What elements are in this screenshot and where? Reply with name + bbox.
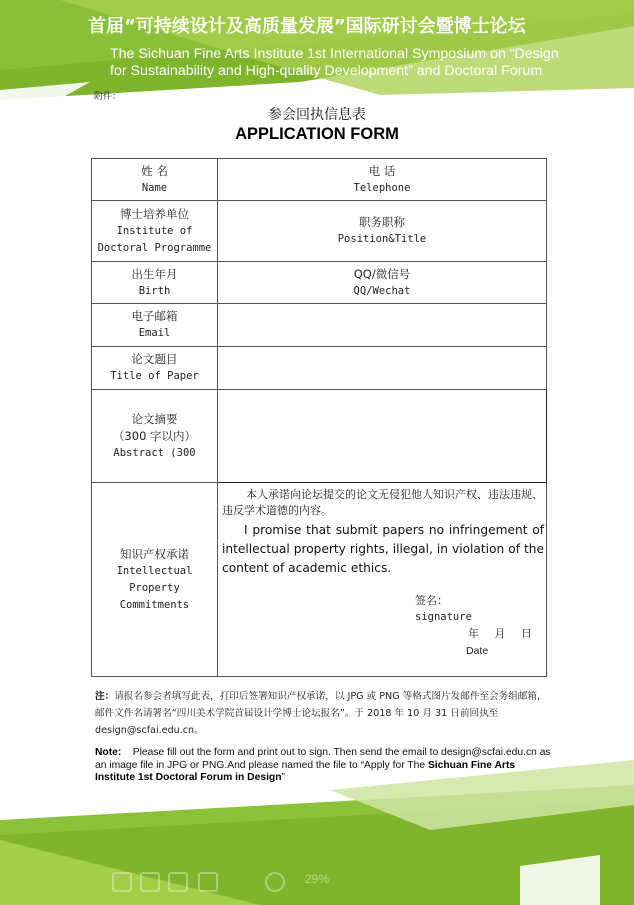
- date-label-cn: 年 月 日: [468, 627, 532, 640]
- birth-label-en: Birth: [138, 284, 171, 297]
- abstract-field[interactable]: [218, 390, 547, 483]
- attachment-label: 附件：: [94, 92, 122, 102]
- paper-title-label-cn: 论文题目: [131, 352, 178, 366]
- ip-commitment-label-en-line1: Intellectual: [116, 564, 193, 577]
- table-row: [92, 159, 547, 201]
- telephone-label-cn: 电 话: [368, 163, 396, 178]
- form-title-cn: 参会回执信息表: [268, 107, 366, 123]
- note-cn: [95, 688, 547, 739]
- paper-title-field[interactable]: [218, 347, 547, 390]
- paper-title-label: [92, 347, 218, 390]
- commitment-text-en: I promise that submit papers no infringement of intellectual property rights, illegal, in violation of the content of academic ethics.: [222, 523, 544, 575]
- note-en-end: ”: [281, 772, 285, 783]
- email-field[interactable]: [218, 304, 547, 347]
- ip-commitment-label-en-line3: Commitments: [119, 598, 190, 611]
- forum-subtitle: [110, 46, 630, 80]
- position-label-en: Position&Title: [337, 233, 427, 245]
- signature-block: [222, 592, 544, 662]
- table-row: [92, 483, 547, 677]
- name-label-en: Name: [141, 181, 168, 194]
- name-label: [92, 159, 218, 201]
- ip-commitment-label-en-line2: Property: [129, 581, 180, 594]
- ip-commitment-text: [218, 483, 547, 677]
- birth-label: [92, 262, 218, 304]
- name-label-cn: 姓 名: [141, 163, 168, 178]
- viewer-toolbar: [100, 866, 548, 902]
- qq-wechat-label-cn: QQ/微信号: [353, 266, 411, 281]
- copy-icon[interactable]: [140, 872, 160, 892]
- qq-wechat-label: [218, 262, 547, 304]
- abstract-label-cn: 论文摘要: [131, 411, 178, 426]
- note-en-forum-name: Sichuan Fine Arts Institute 1st Doctoral Forum in Design: [95, 759, 516, 783]
- institute-label: [92, 201, 218, 262]
- forum-subtitle-line2: for Sustainability and High-quality Development” and Doctoral Forum: [110, 63, 543, 79]
- note-en-label: Note:: [95, 747, 122, 758]
- ip-commitment-label: [92, 483, 218, 677]
- telephone-label: [218, 159, 547, 201]
- qq-wechat-label-en: QQ/Wechat: [353, 284, 411, 297]
- email-label: [92, 304, 218, 347]
- institute-label-cn: 博士培养单位: [120, 206, 189, 221]
- email-label-cn: 电子邮箱: [131, 309, 178, 323]
- share-icon[interactable]: [198, 872, 218, 892]
- forum-subtitle-line1: The Sichuan Fine Arts Institute 1st International Symposium on “Design: [110, 46, 559, 62]
- abstract-limit-cn: （300 字以内）: [112, 428, 197, 443]
- application-form-table: [91, 158, 547, 677]
- form-title-en: APPLICATION FORM: [235, 125, 399, 143]
- table-row: [92, 262, 547, 304]
- birth-label-cn: 出生年月: [131, 266, 178, 281]
- commitment-text-cn: 本人承诺向论坛提交的论文无侵犯他人知识产权、违法违规、违反学术道德的内容。: [222, 488, 543, 517]
- telephone-label-en: Telephone: [353, 181, 411, 194]
- position-label: [218, 201, 547, 262]
- ip-commitment-label-cn: 知识产权承诺: [120, 546, 189, 561]
- signature-label-en: signature: [415, 611, 472, 623]
- institute-label-en-line1: Institute of: [116, 224, 193, 237]
- signature-label-cn: 签名：: [415, 594, 448, 607]
- institute-label-en-line2: Doctoral Programme: [97, 241, 212, 254]
- save-icon[interactable]: [112, 872, 132, 892]
- print-icon[interactable]: [168, 872, 188, 892]
- table-row: [92, 390, 547, 483]
- abstract-label: [92, 390, 218, 483]
- note-en: [95, 747, 555, 785]
- note-cn-label: 注：: [95, 691, 115, 702]
- note-en-text: Please fill out the form and print out to sign. Then send the email to design@scfai.edu.cn as an image file in JPG or PNG.And please named the file to “Apply for The: [95, 747, 551, 771]
- table-row: [92, 304, 547, 347]
- email-label-en: Email: [138, 327, 171, 339]
- table-row: [92, 201, 547, 262]
- forum-title: 首届“可持续设计及高质量发展”国际研讨会暨博士论坛: [88, 16, 526, 37]
- abstract-label-en: Abstract (300: [113, 446, 196, 459]
- paper-title-label-en: Title of Paper: [110, 370, 199, 382]
- zoom-level[interactable]: 29%: [305, 872, 330, 886]
- note-cn-text: 请报名参会者填写此表，打印后签署知识产权承诺，以 JPG 或 PNG 等格式图片发邮件至会务组邮箱，邮件文件名请署名“四川美术学院首届设计学博士论坛报名”。于 2018 年 10 月 31 日前回执至 design@scfai.edu.cn。: [95, 691, 547, 736]
- position-label-cn: 职务职称: [359, 215, 405, 229]
- search-icon[interactable]: [265, 872, 285, 892]
- date-label-en: Date: [466, 645, 489, 657]
- table-row: [92, 347, 547, 390]
